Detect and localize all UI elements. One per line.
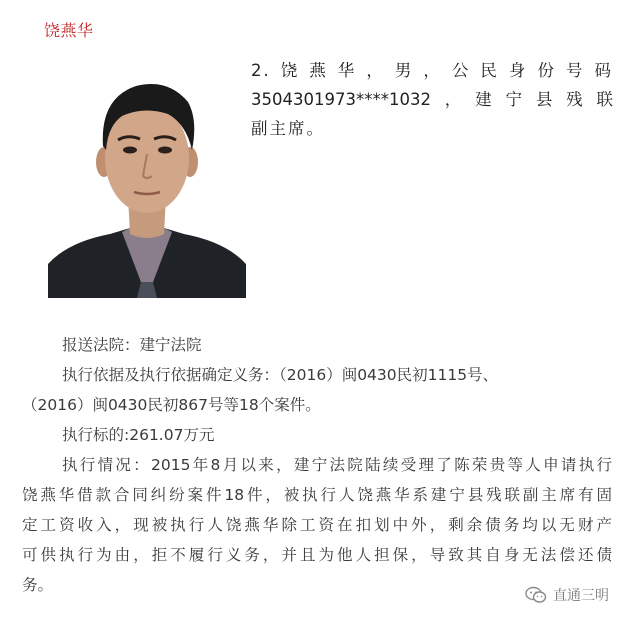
intro-line-3: 副主席。 xyxy=(251,119,325,138)
basis-line-1: 执行依据及执行依据确定义务：（2016）闽0430民初1115号、 xyxy=(62,366,499,384)
amount-line: 执行标的:261.07万元 xyxy=(62,426,215,444)
intro-paragraph xyxy=(251,56,613,143)
basis-line-2: （2016）闽0430民初867号等18个案件。 xyxy=(22,396,321,414)
status-line-3: 定工资收入，现被执行人饶燕华除工资在扣划中外，剩余债务均以无财产 xyxy=(22,516,612,534)
status-line-2: 饶燕华借款合同纠纷案件18件，被执行人饶燕华系建宁县残联副主席有固 xyxy=(22,486,612,504)
intro-line-2: 3504301973****1032，建宁县残联 xyxy=(251,90,613,109)
status-line-5: 务。 xyxy=(22,576,54,594)
status-line-1: 执行情况：2015年8月以来，建宁法院陆续受理了陈荣贵等人申请执行 xyxy=(62,456,612,474)
portrait-photo xyxy=(48,46,246,298)
watermark-text: 直通三明 xyxy=(553,588,609,604)
status-line-4: 可供执行为由，拒不履行义务，并且为他人担保，导致其自身无法偿还债 xyxy=(22,546,612,564)
portrait-illustration xyxy=(48,46,246,298)
page-title: 饶燕华 xyxy=(44,21,94,40)
wechat-icon xyxy=(525,586,547,604)
details-section xyxy=(22,330,612,600)
court-line: 报送法院：建宁法院 xyxy=(62,336,202,354)
source-watermark xyxy=(525,585,609,605)
intro-line-1: 2.饶燕华，男，公民身份号码 xyxy=(251,61,613,80)
